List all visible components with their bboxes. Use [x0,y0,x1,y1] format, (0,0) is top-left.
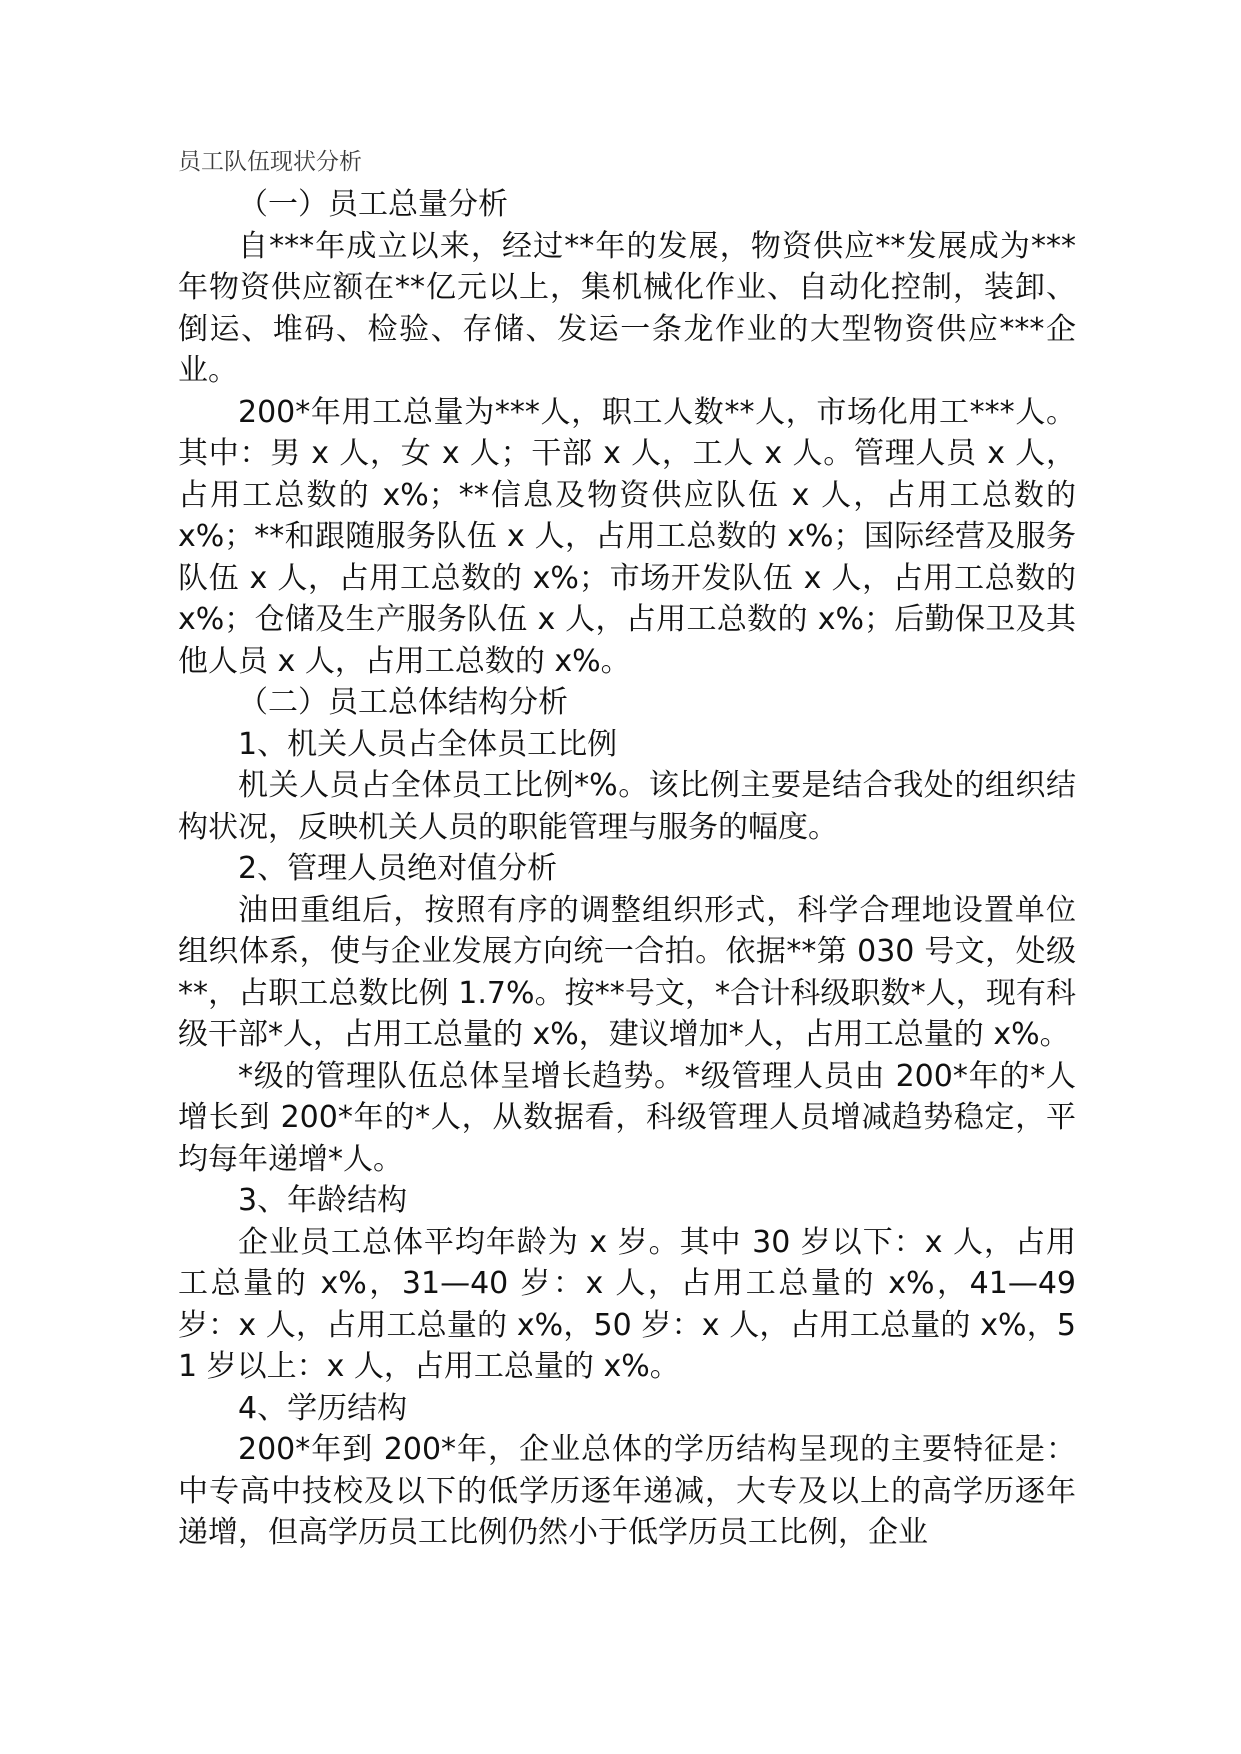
subheading: 3、年龄结构 [238,1183,408,1218]
document-body [178,184,1076,1554]
subheading: 1、机关人员占全体员工比例 [238,726,618,762]
paragraph: *级的管理队伍总体呈增长趋势。*级管理人员由 200*年的*人增长到 200*年的*人，从数据看，科级管理人员增减趋势稳定，平均每年递增*人。 [178,1058,1076,1177]
paragraph: 200*年到 200*年，企业总体的学历结构呈现的主要特征是：中专高中技校及以下的低学历逐年递减，大专及以上的高学历逐年递增，但高学历员工比例仍然小于低学历员工比例，企业 [178,1432,1076,1550]
document-header: 员工队伍现状分析 [178,149,362,175]
section-heading-structure: （二）员工总体结构分析 [238,685,568,720]
paragraph: 企业员工总体平均年龄为 x 岁。其中 30 岁以下：x 人，占用工总量的 x%，31—40 岁：x 人，占用工总量的 x%，41—49 岁：x 人，占用工总量的 x%，50 岁：x 人，占用工总量的 x%，51 岁以上：x 人，占用工总量的 x%。 [178,1224,1076,1384]
paragraph: 机关人员占全体员工比例*%。该比例主要是结合我处的组织结构状况，反映机关人员的职能管理与服务的幅度。 [178,768,1076,845]
paragraph: 油田重组后，按照有序的调整组织形式，科学合理地设置单位组织体系，使与企业发展方向统一合拍。依据**第 030 号文，处级**，占职工总数比例 1.7%。按**号文，*合计科级职数*人，现有科级干部*人，占用工总量的 x%，建议增加*人，占用工总量的 x%。 [178,892,1076,1052]
section-heading-total: （一）员工总量分析 [238,187,508,222]
subheading: 2、管理人员绝对值分析 [238,851,558,886]
subheading: 4、学历结构 [238,1390,408,1426]
paragraph: 自***年成立以来，经过**年的发展，物资供应**发展成为***年物资供应额在**亿元以上，集机械化作业、自动化控制，装卸、倒运、堆码、检验、存储、发运一条龙作业的大型物资供应***企业。 [178,228,1076,388]
paragraph: 200*年用工总量为***人，职工人数**人，市场化用工***人。其中：男 x 人，女 x 人；干部 x 人，工人 x 人。管理人员 x 人，占用工总数的 x%；**信息及物资供应队伍 x 人，占用工总数的 x%；**和跟随服务队伍 x 人，占用工总数的 x%；国际经营及服务队伍 x 人，占用工总数的 x%；市场开发队伍 x 人，占用工总数的 x%；仓储及生产服务队伍 x 人，占用工总数的 x%；后勤保卫及其他人员 x 人，占用工总数的 x%。 [178,394,1076,679]
